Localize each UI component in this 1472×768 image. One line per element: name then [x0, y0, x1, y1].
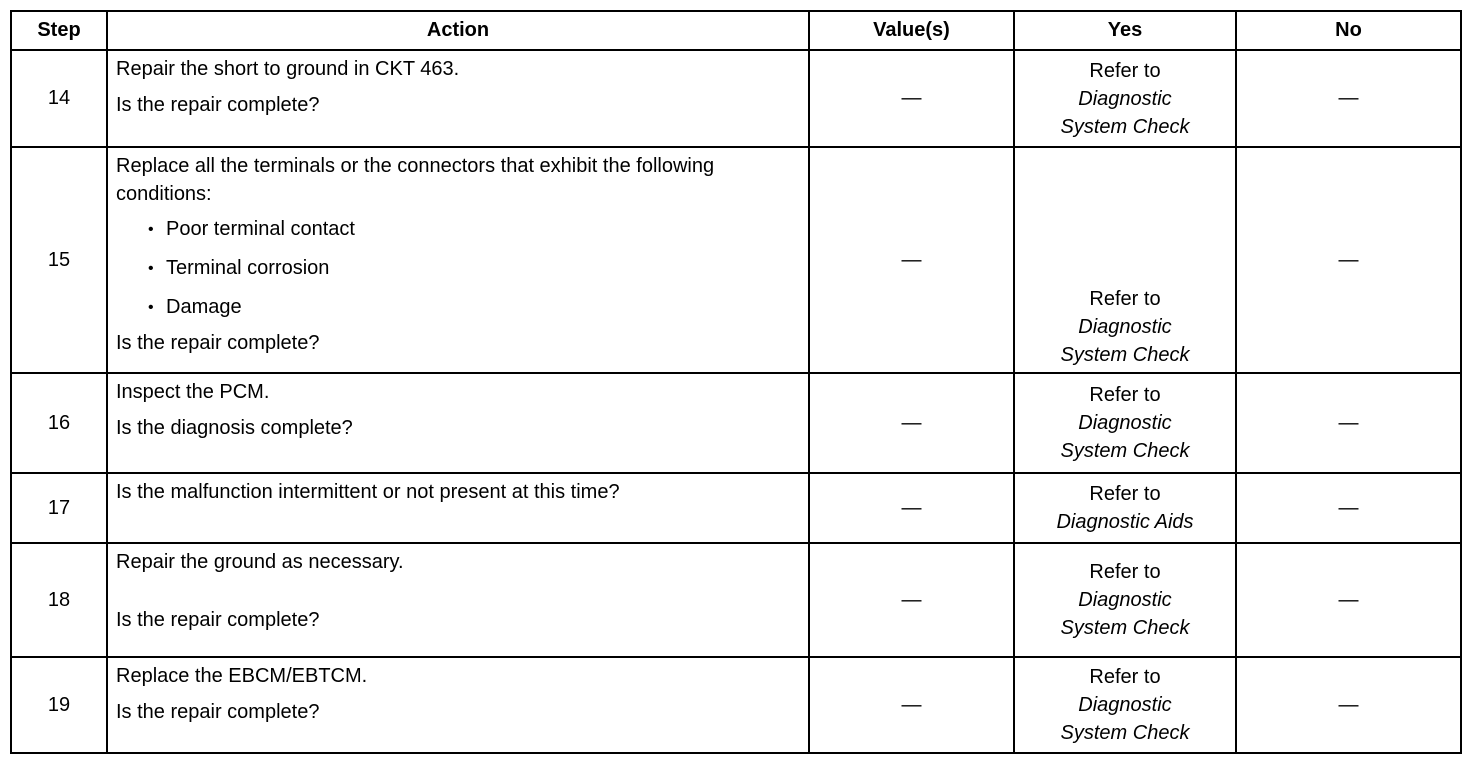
- action-text: Replace all the terminals or the connectors that exhibit the following conditions:: [116, 155, 715, 205]
- action-cell: [107, 657, 809, 753]
- yes-target-link[interactable]: Diagnostic System Check: [1060, 694, 1190, 744]
- no-dash: —: [1338, 411, 1359, 434]
- action-question: Is the repair complete?: [116, 701, 320, 723]
- table-row-step-15: [11, 147, 1461, 373]
- action-question: Is the malfunction intermittent or not present at this time?: [116, 481, 620, 503]
- yes-cell: [1014, 473, 1236, 543]
- step-number: 19: [11, 657, 107, 753]
- spacer: [116, 576, 800, 600]
- value-dash: —: [901, 87, 922, 109]
- header-yes: Yes: [1014, 11, 1236, 50]
- diagnostic-table: [10, 10, 1462, 754]
- table-row-step-17: [11, 473, 1461, 543]
- yes-refer-to: Refer to: [1089, 666, 1161, 688]
- yes-cell: [1014, 543, 1236, 657]
- yes-refer-to: Refer to: [1089, 288, 1161, 310]
- list-item: • Damage: [166, 288, 800, 327]
- header-values: Value(s): [809, 11, 1014, 50]
- yes-target-link[interactable]: Diagnostic System Check: [1060, 589, 1190, 639]
- action-cell: [107, 373, 809, 473]
- no-cell: [1236, 373, 1461, 473]
- action-cell: [107, 147, 809, 373]
- value-dash: —: [901, 588, 922, 611]
- yes-target-link[interactable]: Diagnostic System Check: [1060, 87, 1190, 138]
- no-cell: [1236, 473, 1461, 543]
- yes-cell: [1014, 373, 1236, 473]
- step-number: 18: [11, 543, 107, 657]
- action-question: Is the repair complete?: [116, 332, 320, 354]
- step-number: 17: [11, 473, 107, 543]
- yes-refer-to: Refer to: [1089, 483, 1161, 505]
- table-row-step-14: [11, 50, 1461, 147]
- condition-list: [116, 210, 800, 327]
- header-no: No: [1236, 11, 1461, 50]
- header-step: Step: [11, 11, 107, 50]
- action-question: Is the repair complete?: [116, 94, 320, 116]
- yes-refer-to: Refer to: [1089, 384, 1161, 406]
- yes-refer-to: Refer to: [1089, 59, 1161, 82]
- action-text: Repair the short to ground in CKT 463.: [116, 58, 460, 80]
- value-cell: [809, 147, 1014, 373]
- action-cell: [107, 473, 809, 543]
- list-item: • Terminal corrosion: [166, 249, 800, 288]
- value-dash: —: [901, 411, 922, 434]
- action-question: Is the diagnosis complete?: [116, 417, 353, 439]
- step-number: 14: [11, 50, 107, 147]
- action-text: Inspect the PCM.: [116, 381, 270, 403]
- no-dash: —: [1338, 248, 1359, 271]
- step-number: 16: [11, 373, 107, 473]
- step-number: 15: [11, 147, 107, 373]
- table-row-step-18: [11, 543, 1461, 657]
- no-cell: [1236, 543, 1461, 657]
- yes-cell: [1014, 657, 1236, 753]
- yes-target-link[interactable]: Diagnostic System Check: [1060, 412, 1190, 462]
- yes-target-link[interactable]: Diagnostic Aids: [1056, 511, 1194, 533]
- action-cell: [107, 50, 809, 147]
- table-row-step-19: [11, 657, 1461, 753]
- no-dash: —: [1338, 693, 1359, 716]
- action-text: Replace the EBCM/EBTCM.: [116, 665, 368, 687]
- no-dash: —: [1338, 496, 1359, 519]
- no-cell: [1236, 147, 1461, 373]
- no-cell: [1236, 50, 1461, 147]
- table-header-row: [11, 11, 1461, 50]
- header-action: Action: [107, 11, 809, 50]
- yes-cell: [1014, 50, 1236, 147]
- no-cell: [1236, 657, 1461, 753]
- yes-cell: [1014, 147, 1236, 373]
- value-cell: [809, 473, 1014, 543]
- value-cell: [809, 657, 1014, 753]
- action-question: Is the repair complete?: [116, 609, 320, 631]
- action-cell: [107, 543, 809, 657]
- value-cell: [809, 543, 1014, 657]
- value-dash: —: [901, 496, 922, 519]
- no-dash: —: [1338, 588, 1359, 611]
- value-cell: [809, 373, 1014, 473]
- yes-refer-to: Refer to: [1089, 561, 1161, 583]
- value-cell: [809, 50, 1014, 147]
- value-dash: —: [901, 248, 922, 271]
- value-dash: —: [901, 693, 922, 716]
- no-dash: —: [1338, 87, 1359, 109]
- yes-target-link[interactable]: Diagnostic System Check: [1060, 316, 1190, 366]
- table-row-step-16: [11, 373, 1461, 473]
- action-text: Repair the ground as necessary.: [116, 551, 404, 573]
- list-item: • Poor terminal contact: [166, 210, 800, 249]
